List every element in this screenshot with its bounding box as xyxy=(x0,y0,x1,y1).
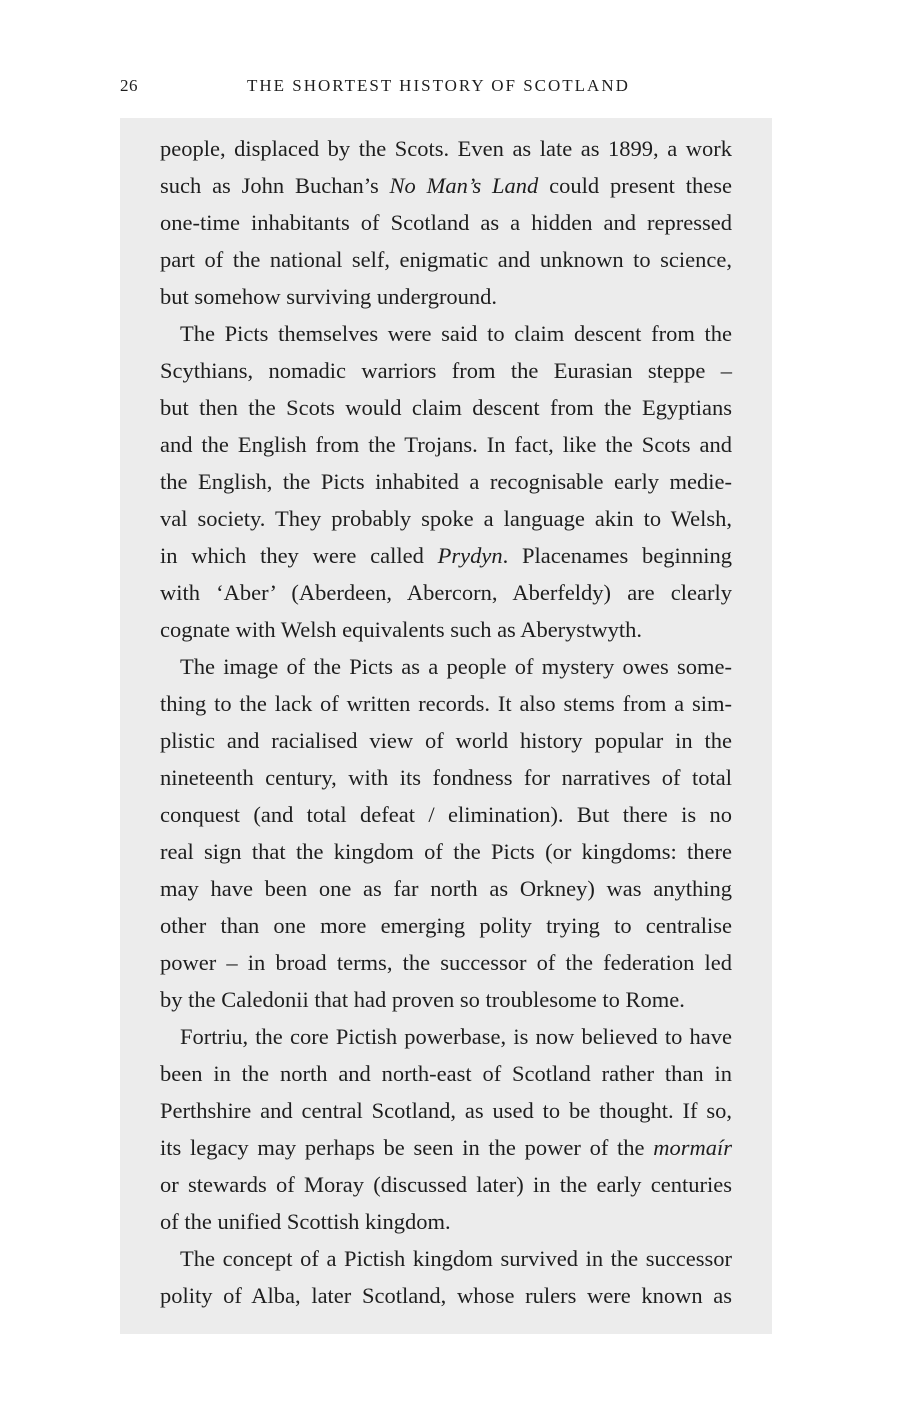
text-line: and the English from the Trojans. In fact, like the Scots and xyxy=(160,432,732,457)
italic-title: No Man’s Land xyxy=(389,173,539,198)
text-panel xyxy=(120,118,772,1334)
text-line: other than one more emerging polity trying to centralise xyxy=(160,913,732,938)
text-segment: in which they were called xyxy=(160,543,438,568)
text-line: Scythians, nomadic warriors from the Eurasian steppe – xyxy=(160,358,732,383)
italic-title: mormaír xyxy=(653,1135,732,1160)
text-line: real sign that the kingdom of the Picts (or kingdoms: there xyxy=(160,839,732,864)
text-line: part of the national self, enigmatic and unknown to science, xyxy=(160,247,732,272)
text-line: but then the Scots would claim descent from the Egyptians xyxy=(160,395,732,420)
text-line: people, displaced by the Scots. Even as late as 1899, a work xyxy=(160,136,732,161)
text-segment: such as John Buchan’s xyxy=(160,173,390,198)
text-line: The Picts themselves were said to claim descent from the xyxy=(180,321,732,346)
text-line xyxy=(160,167,732,204)
text-line: by the Caledonii that had proven so troublesome to Rome. xyxy=(160,987,685,1012)
text-line: power – in broad terms, the successor of the federation led xyxy=(160,950,732,975)
text-line: conquest (and total defeat / elimination). But there is no xyxy=(160,802,732,827)
book-title: THE SHORTEST HISTORY OF SCOTLAND xyxy=(247,76,630,95)
text-line xyxy=(160,537,732,574)
text-line: Perthshire and central Scotland, as used to be thought. If so, xyxy=(160,1098,732,1123)
text-line: thing to the lack of written records. It also stems from a sim- xyxy=(160,691,732,716)
body-text xyxy=(160,130,732,1314)
text-line: val society. They probably spoke a language akin to Welsh, xyxy=(160,506,732,531)
text-line: of the unified Scottish kingdom. xyxy=(160,1209,451,1234)
text-line: or stewards of Moray (discussed later) in the early centuries xyxy=(160,1172,732,1197)
text-segment: . Placenames beginning xyxy=(502,543,732,568)
text-line: plistic and racialised view of world history popular in the xyxy=(160,728,732,753)
text-line xyxy=(160,1129,732,1166)
text-segment: could present these xyxy=(538,173,732,198)
text-line: been in the north and north-east of Scotland rather than in xyxy=(160,1061,732,1086)
text-line: Fortriu, the core Pictish powerbase, is now believed to have xyxy=(180,1024,732,1049)
running-head xyxy=(0,74,900,102)
text-line: the English, the Picts inhabited a recognisable early medie- xyxy=(160,469,732,494)
text-line: cognate with Welsh equivalents such as Aberystwyth. xyxy=(160,617,643,642)
text-line: with ‘Aber’ (Aberdeen, Abercorn, Aberfeldy) are clearly xyxy=(160,580,732,605)
text-line: one-time inhabitants of Scotland as a hidden and repressed xyxy=(160,210,732,235)
text-line: The image of the Picts as a people of mystery owes some- xyxy=(180,654,732,679)
italic-title: Prydyn xyxy=(437,543,503,568)
page-number: 26 xyxy=(120,76,138,95)
text-line: polity of Alba, later Scotland, whose rulers were known as xyxy=(160,1283,732,1308)
text-line: nineteenth century, with its fondness for narratives of total xyxy=(160,765,732,790)
text-segment: its legacy may perhaps be seen in the power of the xyxy=(160,1135,654,1160)
text-line: The concept of a Pictish kingdom survived in the successor xyxy=(180,1246,732,1271)
text-line: but somehow surviving underground. xyxy=(160,284,498,309)
text-line: may have been one as far north as Orkney) was anything xyxy=(160,876,732,901)
